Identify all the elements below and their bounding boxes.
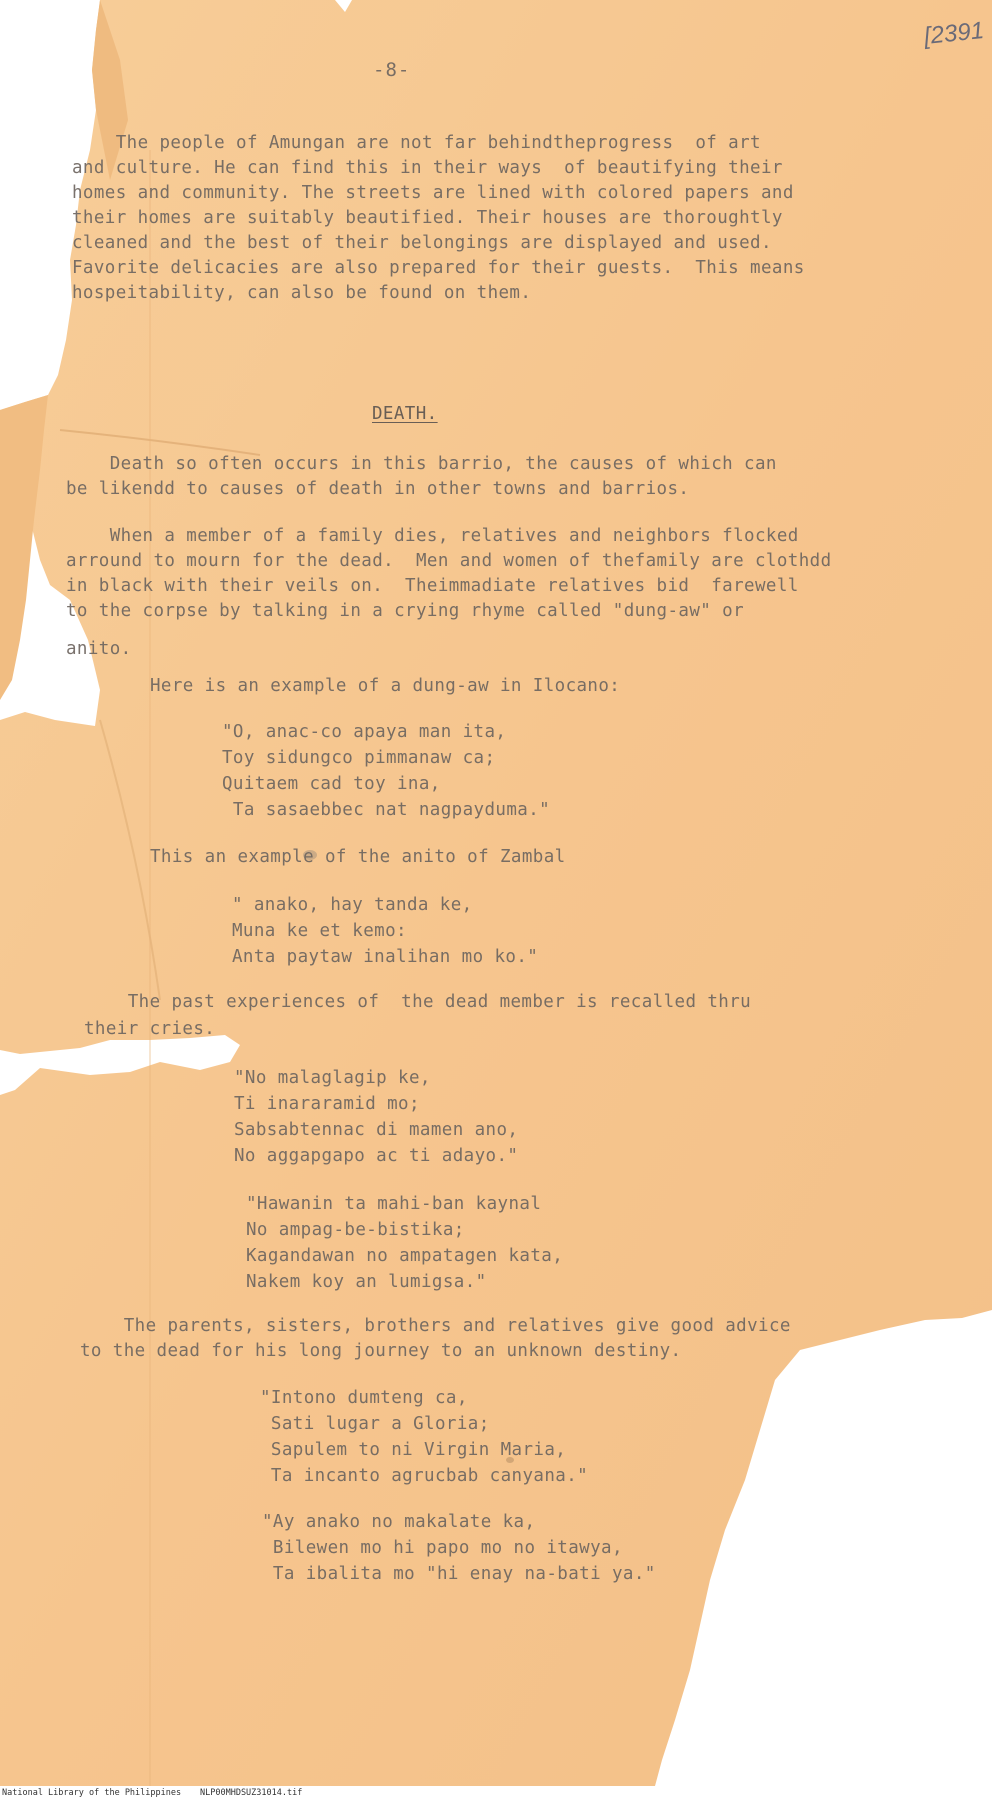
zambal-intro: This an example of the anito of Zambal: [150, 847, 566, 867]
paragraph-line: hospeitability, can also be found on them.: [72, 283, 532, 303]
verse-line: Anta paytaw inalihan mo ko.": [232, 947, 539, 967]
verse-line: Kagandawan no ampatagen kata,: [246, 1246, 564, 1266]
verse-line: "O, anac-co apaya man ita,: [222, 722, 507, 742]
verse-line: Ta incanto agrucbab canyana.": [260, 1466, 589, 1486]
ilocano-intro: Here is an example of a dung-aw in Ilocano:: [150, 676, 621, 696]
paragraph-line: their cries.: [84, 1019, 216, 1039]
page-number: -8-: [373, 59, 411, 81]
verse-line: Quitaem cad toy ina,: [222, 774, 441, 794]
verse-line: Sapulem to ni Virgin Maria,: [260, 1440, 567, 1460]
verse-line: Sabsabtennac di mamen ano,: [234, 1120, 519, 1140]
paragraph-line: to the corpse by talking in a crying rhyme called "dung-aw" or: [66, 601, 745, 621]
paragraph-line: homes and community. The streets are lined with colored papers and: [72, 183, 794, 203]
footer-library: National Library of the Philippines: [2, 1788, 182, 1798]
verse-line: Ta ibalita mo "hi enay na-bati ya.": [262, 1564, 656, 1584]
paragraph-line: and culture. He can find this in their ways of beautifying their: [72, 158, 783, 178]
verse-line: "Hawanin ta mahi-ban kaynal: [246, 1194, 542, 1214]
verse-line: No aggapgapo ac ti adayo.": [234, 1146, 519, 1166]
paragraph-line: arround to mourn for the dead. Men and women of thefamily are clothdd: [66, 551, 832, 571]
verse-line: Muna ke et kemo:: [232, 921, 407, 941]
paragraph-line: be likendd to causes of death in other towns and barrios.: [66, 479, 690, 499]
paragraph-line: The parents, sisters, brothers and relatives give good advice: [80, 1316, 791, 1336]
paragraph-line: in black with their veils on. Theimmadiate relatives bid farewell: [66, 576, 799, 596]
paragraph-line: The people of Amungan are not far behindtheprogress of art: [72, 133, 761, 153]
verse-line: "No malaglagip ke,: [234, 1068, 431, 1088]
verse-line: Ta sasaebbec nat nagpayduma.": [222, 800, 551, 820]
verse-line: Toy sidungco pimmanaw ca;: [222, 748, 496, 768]
paragraph-line: Favorite delicacies are also prepared for their guests. This means: [72, 258, 805, 278]
paragraph-line: anito.: [66, 639, 132, 659]
verse-line: Nakem koy an lumigsa.": [246, 1272, 487, 1292]
paragraph-line: to the dead for his long journey to an unknown destiny.: [80, 1341, 682, 1361]
verse-line: Sati lugar a Gloria;: [260, 1414, 490, 1434]
verse-line: "Ay anako no makalate ka,: [262, 1512, 536, 1532]
scan-footer: [0, 1786, 992, 1800]
paragraph-line: their homes are suitably beautified. Their houses are thoroughtly: [72, 208, 783, 228]
verse-line: Bilewen mo hi papo mo no itawya,: [262, 1538, 623, 1558]
paragraph-line: cleaned and the best of their belongings are displayed and used.: [72, 233, 772, 253]
verse-line: "Intono dumteng ca,: [260, 1388, 468, 1408]
paragraph-line: Death so often occurs in this barrio, the causes of which can: [66, 454, 777, 474]
section-heading-death: DEATH.: [372, 404, 438, 424]
paragraph-line: When a member of a family dies, relatives and neighbors flocked: [66, 526, 799, 546]
verse-line: No ampag-be-bistika;: [246, 1220, 465, 1240]
paragraph-line: The past experiences of the dead member is recalled thru: [84, 992, 752, 1012]
footer-file-id: NLP00MHDSUZ31014.tif: [200, 1788, 303, 1798]
verse-line: " anako, hay tanda ke,: [232, 895, 473, 915]
accession-number: [2391: [922, 16, 986, 51]
verse-line: Ti inararamid mo;: [234, 1094, 420, 1114]
